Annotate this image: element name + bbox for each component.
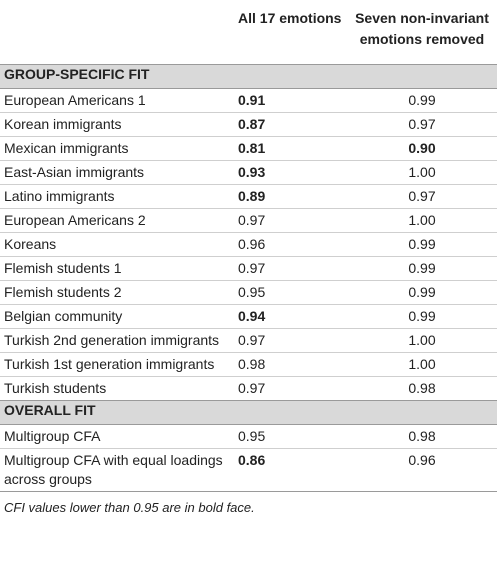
all-emotions-cfi-cell: 0.94 — [232, 304, 347, 328]
all-emotions-cfi-cell: 0.97 — [232, 376, 347, 400]
group-name-cell: Koreans — [0, 232, 232, 256]
table-row — [0, 184, 497, 208]
all-emotions-cfi-cell: 0.91 — [232, 88, 347, 112]
group-name-cell: East-Asian immigrants — [0, 160, 232, 184]
section-title: GROUP-SPECIFIC FIT — [0, 64, 497, 88]
seven-removed-cfi-cell: 0.99 — [347, 304, 497, 328]
seven-removed-cfi-cell: 1.00 — [347, 208, 497, 232]
group-name-cell: Latino immigrants — [0, 184, 232, 208]
header-all-emotions: All 17 emotions — [238, 10, 342, 26]
all-emotions-cfi-cell: 0.96 — [232, 232, 347, 256]
all-emotions-cfi-cell: 0.89 — [232, 184, 347, 208]
seven-removed-cfi-cell: 0.98 — [347, 376, 497, 400]
all-emotions-cfi-cell: 0.98 — [232, 352, 347, 376]
header-row — [0, 0, 497, 64]
header-seven-removed: Seven non-invariant emotions removed — [355, 10, 489, 47]
table-row — [0, 304, 497, 328]
seven-removed-cfi-cell: 0.97 — [347, 112, 497, 136]
group-name-cell: Korean immigrants — [0, 112, 232, 136]
all-emotions-cfi-cell: 0.97 — [232, 328, 347, 352]
table-row — [0, 112, 497, 136]
header-col1 — [0, 0, 232, 64]
all-emotions-cfi-cell: 0.95 — [232, 424, 347, 448]
all-emotions-cfi-cell: 0.97 — [232, 256, 347, 280]
table-row — [0, 136, 497, 160]
table-row — [0, 448, 497, 491]
table-row — [0, 256, 497, 280]
table-row — [0, 88, 497, 112]
section-header-row — [0, 400, 497, 424]
table-body — [0, 64, 497, 491]
seven-removed-cfi-cell: 0.99 — [347, 232, 497, 256]
group-name-cell: Flemish students 1 — [0, 256, 232, 280]
table-row — [0, 280, 497, 304]
seven-removed-cfi-cell: 0.98 — [347, 424, 497, 448]
table-row — [0, 424, 497, 448]
seven-removed-cfi-cell: 0.99 — [347, 280, 497, 304]
table-footnote: CFI values lower than 0.95 are in bold face. — [4, 499, 255, 515]
seven-removed-cfi-cell: 0.99 — [347, 256, 497, 280]
group-name-cell: European Americans 2 — [0, 208, 232, 232]
section-title: OVERALL FIT — [0, 400, 497, 424]
section-header-row — [0, 64, 497, 88]
group-name-cell: Belgian community — [0, 304, 232, 328]
table-row — [0, 352, 497, 376]
all-emotions-cfi-cell: 0.93 — [232, 160, 347, 184]
all-emotions-cfi-cell: 0.87 — [232, 112, 347, 136]
group-name-cell: Turkish students — [0, 376, 232, 400]
group-name-cell: Multigroup CFA with equal loadings across groups — [0, 448, 232, 491]
all-emotions-cfi-cell: 0.86 — [232, 448, 347, 491]
seven-removed-cfi-cell: 1.00 — [347, 328, 497, 352]
all-emotions-cfi-cell: 0.81 — [232, 136, 347, 160]
table-row — [0, 208, 497, 232]
seven-removed-cfi-cell: 0.99 — [347, 88, 497, 112]
group-name-cell: Flemish students 2 — [0, 280, 232, 304]
group-name-cell: Mexican immigrants — [0, 136, 232, 160]
group-name-cell: Multigroup CFA — [0, 424, 232, 448]
all-emotions-cfi-cell: 0.97 — [232, 208, 347, 232]
table-row — [0, 328, 497, 352]
table-row — [0, 376, 497, 400]
all-emotions-cfi-cell: 0.95 — [232, 280, 347, 304]
seven-removed-cfi-cell: 1.00 — [347, 160, 497, 184]
table-row — [0, 160, 497, 184]
group-name-cell: European Americans 1 — [0, 88, 232, 112]
seven-removed-cfi-cell: 0.96 — [347, 448, 497, 491]
group-name-cell: Turkish 1st generation immigrants — [0, 352, 232, 376]
seven-removed-cfi-cell: 0.90 — [347, 136, 497, 160]
seven-removed-cfi-cell: 0.97 — [347, 184, 497, 208]
table-row — [0, 232, 497, 256]
group-name-cell: Turkish 2nd generation immigrants — [0, 328, 232, 352]
seven-removed-cfi-cell: 1.00 — [347, 352, 497, 376]
